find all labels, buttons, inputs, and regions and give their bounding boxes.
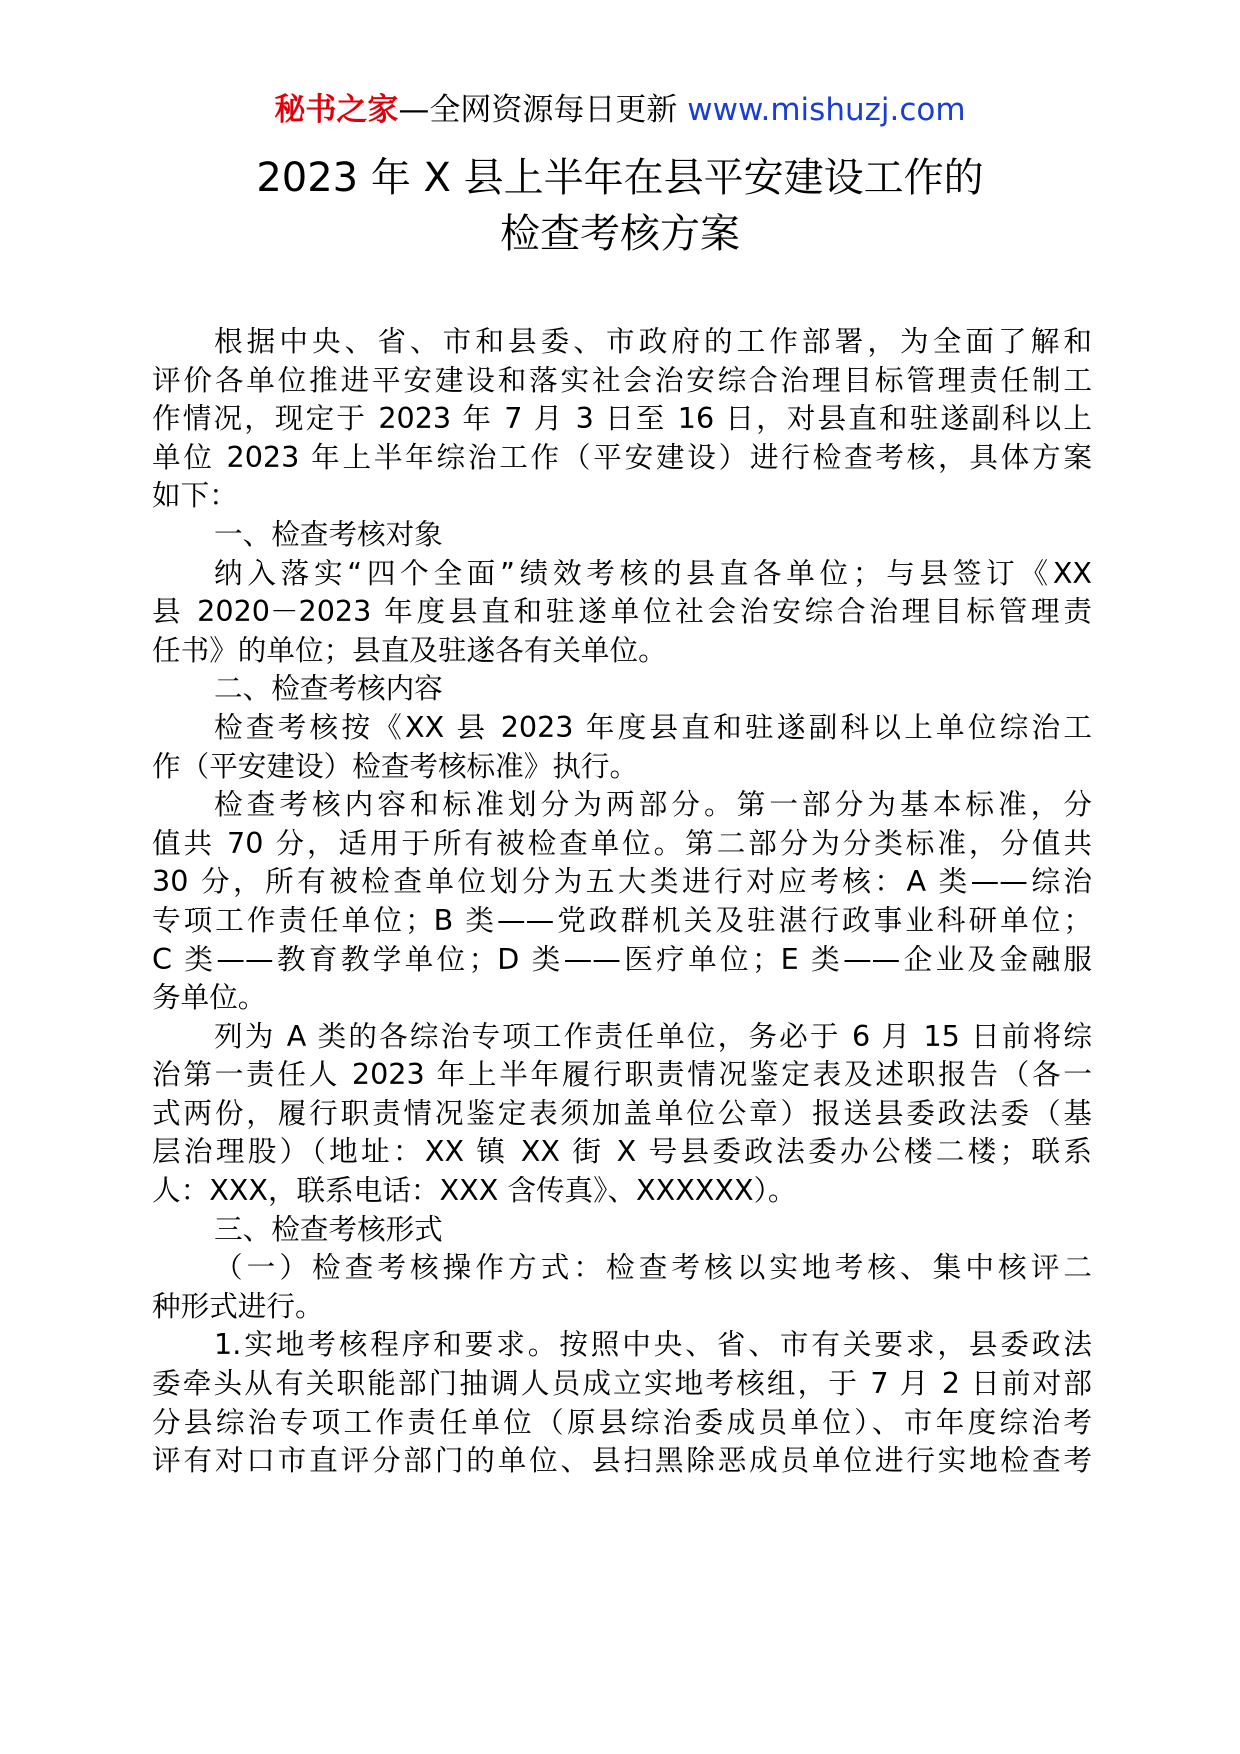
body-line: 1.实地考核程序和要求。按照中央、省、市有关要求，县委政法 — [214, 1327, 1092, 1362]
section-heading: 二、检查考核内容 — [214, 671, 443, 706]
body-line: 治第一责任人 2023 年上半年履行职责情况鉴定表及述职报告（各一 — [152, 1057, 1092, 1092]
body-line: 评价各单位推进平安建设和落实社会治安综合治理目标管理责任制工 — [152, 362, 1092, 397]
body-line: 层治理股）（地址：XX 镇 XX 街 X 号县委政法委办公楼二楼；联系 — [152, 1134, 1092, 1169]
body-line: 根据中央、省、市和县委、市政府的工作部署，为全面了解和 — [214, 324, 1092, 358]
body-line: 专项工作责任单位；B 类——党政群机关及驻湛行政事业科研单位； — [152, 902, 1092, 937]
body-line: 检查考核内容和标准划分为两部分。第一部分为基本标准，分 — [214, 787, 1092, 822]
site-header — [0, 88, 1240, 132]
title-line-2: 检查考核方案 — [500, 211, 740, 257]
brand-name: 秘书之家 — [274, 92, 399, 128]
body-line: 作情况，现定于 2023 年 7 月 3 日至 16 日，对县直和驻遂副科以上 — [152, 401, 1092, 436]
body-line: 单位 2023 年上半年综治工作（平安建设）进行检查考核，具体方案 — [152, 439, 1092, 474]
body-line: 委牵头从有关职能部门抽调人员成立实地考核组，于 7 月 2 日前对部 — [152, 1366, 1092, 1401]
section-heading: 一、检查考核对象 — [214, 516, 443, 551]
body-line: 列为 A 类的各综治专项工作责任单位，务必于 6 月 15 日前将综 — [214, 1018, 1092, 1053]
body-line: 检查考核按《XX 县 2023 年度县直和驻遂副科以上单位综治工 — [214, 709, 1092, 744]
body-line: 分县综治专项工作责任单位（原县综治委成员单位）、市年度综治考 — [152, 1404, 1092, 1439]
body-line: 任书》的单位；县直及驻遂各有关单位。 — [152, 632, 667, 667]
header-tagline: —全网资源每日更新 — [398, 92, 678, 128]
document-body — [152, 322, 1092, 1480]
body-line: 县 2020－2023 年度县直和驻遂单位社会治安综合治理目标管理责 — [152, 594, 1092, 629]
body-line: 值共 70 分，适用于所有被检查单位。第二部分为分类标准，分值共 — [152, 825, 1092, 860]
title-line-1: 2023 年 X 县上半年在县平安建设工作的 — [256, 155, 984, 201]
body-line: 人：XXX，联系电话：XXX 含传真》、XXXXXX）。 — [152, 1173, 797, 1208]
body-line: C 类——教育教学单位；D 类——医疗单位；E 类——企业及金融服 — [152, 941, 1092, 976]
body-line: 评有对口市直评分部门的单位、县扫黑除恶成员单位进行实地检查考 — [152, 1443, 1092, 1478]
body-line: 如下： — [152, 478, 238, 513]
body-line: 纳入落实“四个全面”绩效考核的县直各单位；与县签订《XX — [214, 555, 1092, 590]
site-link[interactable]: www.mishuzj.com — [687, 92, 966, 128]
section-heading: 三、检查考核形式 — [214, 1211, 443, 1246]
body-line: 种形式进行。 — [152, 1288, 324, 1323]
body-line: 30 分，所有被检查单位划分为五大类进行对应考核：A 类——综治 — [152, 864, 1092, 899]
document-title — [0, 150, 1240, 262]
body-line: 务单位。 — [152, 980, 267, 1015]
body-line: （一）检查考核操作方式：检查考核以实地考核、集中核评二 — [214, 1250, 1092, 1285]
body-line: 式两份，履行职责情况鉴定表须加盖单位公章）报送县委政法委（基 — [152, 1095, 1092, 1130]
body-line: 作（平安建设）检查考核标准》执行。 — [152, 748, 639, 783]
